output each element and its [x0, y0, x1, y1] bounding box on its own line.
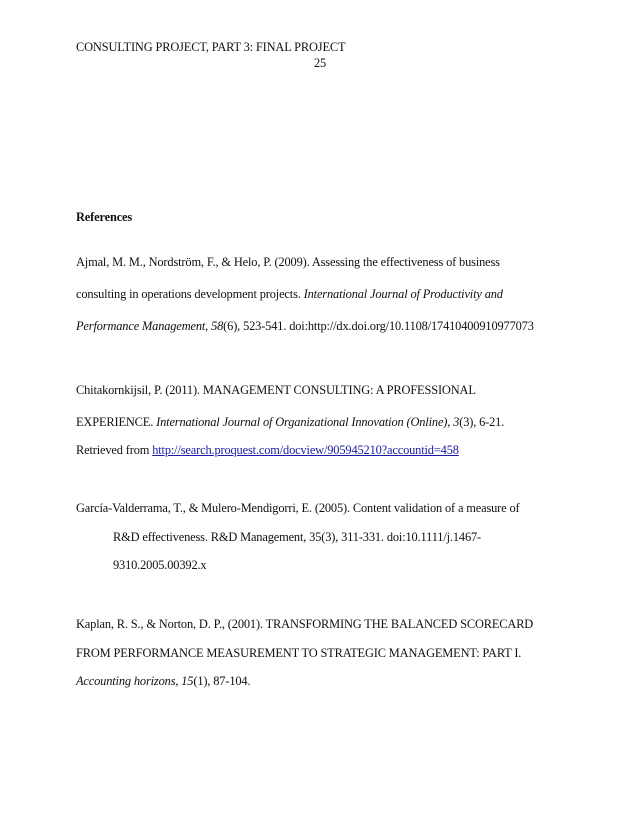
reference-line: García-Valderrama, T., & Mulero-Mendigorri, E. (2005). Content validation of a measure of [76, 501, 520, 515]
reference-text: (6), 523-541. doi:http://dx.doi.org/10.1108/17410400910977073 [223, 319, 534, 333]
reference-line: FROM PERFORMANCE MEASUREMENT TO STRATEGIC MANAGEMENT: PART I. [76, 646, 522, 660]
reference-line [76, 287, 503, 302]
journal-title: International Journal of Productivity and [303, 287, 503, 301]
page-number: 25 [314, 56, 327, 70]
reference-text: (1), 87-104. [193, 674, 251, 688]
reference-line: 9310.2005.00392.x [113, 558, 207, 572]
reference-text: consulting in operations development projects. [76, 287, 304, 301]
reference-text: Retrieved from [76, 443, 153, 457]
reference-line [76, 674, 250, 689]
reference-line [76, 443, 459, 458]
running-head: CONSULTING PROJECT, PART 3: FINAL PROJECT [76, 40, 346, 54]
reference-line: Ajmal, M. M., Nordström, F., & Helo, P. (2009). Assessing the effectiveness of business [76, 255, 500, 269]
reference-line: Kaplan, R. S., & Norton, D. P., (2001). TRANSFORMING THE BALANCED SCORECARD [76, 617, 534, 631]
reference-line: Chitakornkijsil, P. (2011). MANAGEMENT CONSULTING: A PROFESSIONAL [76, 383, 476, 397]
journal-title: Accounting horizons, 15 [76, 674, 194, 688]
reference-line [76, 319, 534, 334]
journal-title: International Journal of Organizational Innovation (Online), 3 [156, 415, 460, 429]
reference-line [76, 415, 504, 430]
references-heading: References [76, 210, 133, 224]
reference-text: (3), 6-21. [459, 415, 505, 429]
reference-text: EXPERIENCE. [76, 415, 157, 429]
journal-title: Performance Management, 58 [76, 319, 224, 333]
proquest-link[interactable]: http://search.proquest.com/docview/905945210?accountid=458 [152, 443, 459, 457]
reference-line: R&D effectiveness. R&D Management, 35(3), 311-331. doi:10.1111/j.1467- [113, 530, 482, 544]
